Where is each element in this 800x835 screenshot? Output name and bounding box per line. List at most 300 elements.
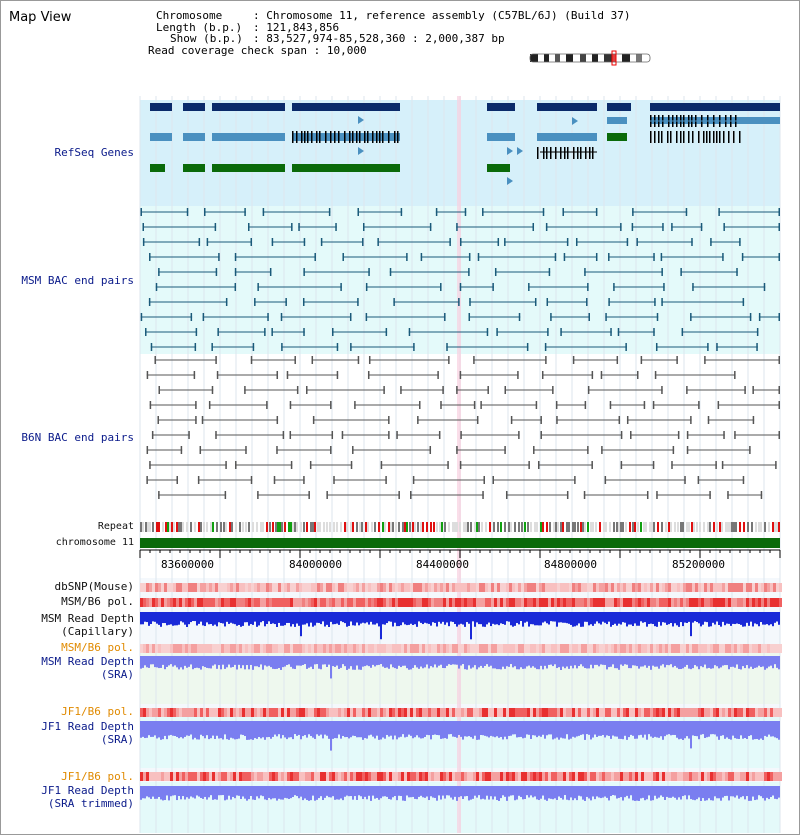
depth-bar bbox=[306, 612, 308, 623]
b6n-bac-pair-end bbox=[152, 431, 154, 439]
depth-bar bbox=[266, 721, 268, 737]
msm-bac-pair-end bbox=[469, 298, 471, 306]
heat-cell bbox=[695, 583, 698, 592]
depth-bar bbox=[224, 612, 226, 626]
heat-cell bbox=[605, 583, 608, 592]
depth-bar bbox=[372, 721, 374, 737]
depth-bar bbox=[666, 656, 668, 665]
depth-bar bbox=[646, 612, 648, 627]
heat-cell bbox=[416, 583, 419, 592]
b6n-bac-pair-end bbox=[440, 401, 442, 409]
gene-model bbox=[487, 133, 515, 141]
msm-bac-pair-end bbox=[586, 298, 588, 306]
heat-cell bbox=[485, 772, 488, 781]
depth-bar bbox=[492, 656, 494, 668]
depth-bar bbox=[374, 786, 376, 799]
heat-cell bbox=[725, 644, 728, 653]
depth-bar bbox=[540, 786, 542, 799]
heat-cell bbox=[398, 598, 401, 607]
track-label-repeat[interactable]: Repeat bbox=[97, 521, 134, 532]
heat-cell bbox=[251, 644, 254, 653]
track-label-msm-depth-cap-line2[interactable]: (Capillary) bbox=[61, 625, 134, 638]
heat-cell bbox=[650, 598, 653, 607]
track-label-msm-depth-sra-line2[interactable]: (SRA) bbox=[100, 668, 134, 681]
b6n-bac-pair-end bbox=[752, 386, 754, 394]
heat-cell bbox=[284, 598, 287, 607]
heat-cell bbox=[557, 708, 560, 717]
msm-bac-pair-end bbox=[759, 313, 761, 321]
depth-bar bbox=[274, 786, 276, 798]
heat-cell bbox=[632, 644, 635, 653]
heat-cell bbox=[452, 598, 455, 607]
heat-cell bbox=[215, 772, 218, 781]
depth-bar bbox=[262, 786, 264, 796]
depth-bar bbox=[240, 656, 242, 668]
heat-cell bbox=[449, 644, 452, 653]
heat-cell bbox=[446, 644, 449, 653]
heat-cell bbox=[443, 772, 446, 781]
heat-cell bbox=[233, 772, 236, 781]
heat-cell bbox=[362, 772, 365, 781]
track-label-dbsnp[interactable]: dbSNP(Mouse) bbox=[54, 580, 134, 593]
depth-bar bbox=[588, 656, 590, 668]
exon-tick bbox=[352, 131, 354, 143]
depth-bar bbox=[590, 721, 592, 739]
depth-bar bbox=[752, 612, 754, 626]
repeat-element bbox=[560, 522, 562, 532]
heat-cell bbox=[449, 583, 452, 592]
depth-bar bbox=[546, 786, 548, 801]
track-label-jf1-b6-pol-1[interactable]: JF1/B6 pol. bbox=[61, 705, 134, 718]
repeat-element bbox=[733, 522, 735, 532]
depth-bar bbox=[452, 721, 454, 737]
track-label-msm-depth-cap-line1[interactable]: MSM Read Depth bbox=[41, 612, 134, 625]
msm-bac-pair-end bbox=[191, 313, 193, 321]
repeat-element bbox=[441, 522, 443, 532]
depth-bar bbox=[530, 786, 532, 795]
track-label-jf1-depth-trim-line1[interactable]: JF1 Read Depth bbox=[41, 784, 134, 797]
depth-bar bbox=[232, 786, 234, 797]
heat-cell bbox=[377, 598, 380, 607]
depth-bar bbox=[620, 656, 622, 665]
heat-cell bbox=[737, 644, 740, 653]
exon-tick bbox=[537, 147, 539, 159]
heat-cell bbox=[227, 598, 230, 607]
depth-bar bbox=[360, 721, 362, 737]
depth-bar bbox=[578, 721, 580, 736]
heat-cell bbox=[194, 772, 197, 781]
depth-bar bbox=[764, 656, 766, 670]
exon-tick bbox=[364, 131, 366, 143]
heat-cell bbox=[242, 772, 245, 781]
depth-bar bbox=[552, 612, 554, 621]
heat-cell bbox=[638, 583, 641, 592]
depth-bar bbox=[298, 786, 300, 798]
depth-bar bbox=[644, 612, 646, 622]
heat-cell bbox=[701, 583, 704, 592]
depth-bar bbox=[512, 612, 514, 627]
depth-bar bbox=[718, 786, 720, 798]
heat-cell bbox=[377, 772, 380, 781]
heat-cell bbox=[230, 708, 233, 717]
heat-cell bbox=[677, 644, 680, 653]
repeat-element bbox=[414, 522, 416, 532]
depth-bar bbox=[688, 786, 690, 795]
heat-cell bbox=[176, 583, 179, 592]
depth-bar bbox=[634, 786, 636, 801]
depth-bar bbox=[264, 612, 266, 626]
depth-bar bbox=[634, 656, 636, 666]
depth-bar bbox=[320, 786, 322, 796]
heat-cell bbox=[665, 583, 668, 592]
depth-bar bbox=[240, 786, 242, 799]
heat-cell bbox=[731, 583, 734, 592]
heat-cell bbox=[590, 644, 593, 653]
msm-bac-pair-end bbox=[444, 313, 446, 321]
axis-tick-label: 84400000 bbox=[416, 558, 469, 571]
msm-bac-pair-end bbox=[739, 238, 741, 246]
b6n-bac-pair-end bbox=[194, 371, 196, 379]
track-label-b6n-bac[interactable]: B6N BAC end pairs bbox=[21, 431, 134, 444]
b6n-bac-pair-end bbox=[587, 446, 589, 454]
heat-cell bbox=[770, 708, 773, 717]
heat-cell bbox=[740, 644, 743, 653]
depth-bar bbox=[748, 656, 750, 668]
depth-bar bbox=[776, 612, 778, 621]
heat-cell bbox=[398, 772, 401, 781]
depth-bar bbox=[470, 656, 472, 669]
heat-cell bbox=[521, 772, 524, 781]
heat-cell bbox=[716, 598, 719, 607]
depth-bar bbox=[262, 721, 264, 737]
heat-cell bbox=[224, 583, 227, 592]
depth-bar bbox=[464, 656, 466, 669]
depth-bar bbox=[478, 786, 480, 795]
exon-tick bbox=[585, 147, 587, 159]
heat-cell bbox=[695, 708, 698, 717]
b6n-bac-pair-end bbox=[779, 431, 781, 439]
track-label-msm-depth-sra-line1[interactable]: MSM Read Depth bbox=[41, 655, 134, 668]
heat-cell bbox=[398, 644, 401, 653]
msm-bac-pair-end bbox=[627, 238, 629, 246]
track-label-jf1-depth-sra-line1[interactable]: JF1 Read Depth bbox=[41, 720, 134, 733]
repeat-element bbox=[319, 522, 321, 532]
repeat-element bbox=[530, 522, 532, 532]
msm-bac-pair-end bbox=[608, 253, 610, 261]
depth-bar bbox=[444, 786, 446, 799]
depth-bar bbox=[684, 612, 686, 623]
heat-cell bbox=[158, 644, 161, 653]
depth-bar bbox=[212, 612, 214, 626]
depth-bar bbox=[592, 656, 594, 668]
msm-bac-pair-end bbox=[682, 328, 684, 336]
b6n-bac-pair-end bbox=[277, 416, 279, 424]
depth-bar bbox=[442, 721, 444, 738]
depth-bar bbox=[178, 721, 180, 738]
repeat-element bbox=[198, 522, 200, 532]
heat-cell bbox=[521, 583, 524, 592]
msm-bac-pair-end bbox=[543, 208, 545, 216]
msm-bac-pair-end bbox=[596, 208, 598, 216]
heat-cell bbox=[278, 644, 281, 653]
heat-cell bbox=[323, 644, 326, 653]
heat-cell bbox=[239, 644, 242, 653]
repeat-element bbox=[699, 522, 701, 532]
depth-bar bbox=[224, 656, 226, 669]
track-label-jf1-depth-trim-line2[interactable]: (SRA trimmed) bbox=[47, 797, 134, 810]
depth-bar bbox=[372, 612, 374, 624]
depth-bar bbox=[694, 612, 696, 621]
repeat-element bbox=[300, 522, 302, 532]
depth-bar bbox=[732, 612, 734, 624]
b6n-bac-pair-end bbox=[150, 401, 152, 409]
heat-cell bbox=[494, 598, 497, 607]
heat-cell bbox=[344, 598, 347, 607]
heat-cell bbox=[455, 583, 458, 592]
depth-bar bbox=[618, 612, 620, 624]
heat-cell bbox=[656, 583, 659, 592]
depth-bar bbox=[246, 721, 248, 740]
heat-cell bbox=[596, 772, 599, 781]
depth-bar bbox=[292, 656, 294, 669]
depth-bar bbox=[144, 612, 146, 622]
heat-cell bbox=[212, 644, 215, 653]
heat-cell bbox=[161, 583, 164, 592]
depth-bar bbox=[686, 721, 688, 736]
depth-bar bbox=[700, 612, 702, 626]
depth-bar bbox=[196, 612, 198, 625]
depth-bar bbox=[404, 721, 406, 737]
heat-cell bbox=[722, 583, 725, 592]
heat-cell bbox=[275, 598, 278, 607]
heat-cell bbox=[419, 772, 422, 781]
depth-bar bbox=[414, 786, 416, 799]
heat-cell bbox=[293, 644, 296, 653]
depth-bar bbox=[268, 656, 270, 666]
depth-bar bbox=[436, 786, 438, 801]
heat-cell bbox=[617, 598, 620, 607]
depth-bar bbox=[656, 721, 658, 737]
msm-bac-pair-end bbox=[692, 283, 694, 291]
track-label-msm-b6-pol-1[interactable]: MSM/B6 pol. bbox=[61, 595, 134, 608]
depth-bar bbox=[462, 656, 464, 664]
heat-cell bbox=[677, 708, 680, 717]
gene-model bbox=[292, 164, 400, 172]
heat-cell bbox=[182, 598, 185, 607]
depth-bar bbox=[612, 612, 614, 625]
depth-bar bbox=[480, 721, 482, 735]
heat-cell bbox=[617, 583, 620, 592]
repeat-element bbox=[768, 522, 770, 532]
heat-cell bbox=[704, 644, 707, 653]
track-label-msm-bac[interactable]: MSM BAC end pairs bbox=[21, 274, 134, 287]
depth-bar bbox=[280, 656, 282, 670]
repeat-element bbox=[481, 522, 483, 532]
msm-bac-pair-end bbox=[492, 283, 494, 291]
depth-bar bbox=[778, 786, 780, 798]
b6n-bac-pair-end bbox=[195, 416, 197, 424]
heat-cell bbox=[221, 598, 224, 607]
depth-bar bbox=[584, 612, 586, 622]
heat-cell bbox=[299, 708, 302, 717]
b6n-bac-pair-end bbox=[585, 401, 587, 409]
depth-bar bbox=[148, 786, 150, 797]
depth-bar bbox=[400, 656, 402, 667]
span-value: 10,000 bbox=[326, 43, 367, 57]
depth-bar bbox=[736, 656, 738, 664]
heat-cell bbox=[749, 583, 752, 592]
depth-bar bbox=[236, 612, 238, 626]
track-label-msm-b6-pol-2[interactable]: MSM/B6 pol. bbox=[61, 641, 134, 654]
heat-cell bbox=[359, 583, 362, 592]
depth-bar bbox=[684, 721, 686, 738]
heat-cell bbox=[452, 708, 455, 717]
depth-bar bbox=[730, 786, 732, 796]
repeat-element bbox=[582, 522, 584, 532]
depth-bar bbox=[204, 721, 206, 738]
depth-bar bbox=[392, 721, 394, 739]
depth-bar bbox=[388, 612, 390, 621]
heat-cell bbox=[665, 598, 668, 607]
heat-cell bbox=[395, 583, 398, 592]
b6n-bac-pair-end bbox=[157, 416, 159, 424]
exon-tick bbox=[388, 131, 390, 143]
depth-bar bbox=[440, 656, 442, 665]
depth-bar bbox=[316, 721, 318, 734]
depth-bar bbox=[532, 721, 534, 735]
depth-bar bbox=[272, 721, 274, 737]
exon-tick bbox=[670, 131, 672, 143]
heat-cell bbox=[779, 583, 782, 592]
depth-bar bbox=[724, 721, 726, 739]
heat-cell bbox=[707, 772, 710, 781]
track-label-jf1-b6-pol-2[interactable]: JF1/B6 pol. bbox=[61, 770, 134, 783]
depth-bar bbox=[216, 656, 218, 669]
exon-tick bbox=[356, 131, 358, 143]
heat-cell bbox=[482, 598, 485, 607]
track-label-refseq[interactable]: RefSeq Genes bbox=[54, 146, 134, 159]
depth-bar bbox=[686, 786, 688, 799]
depth-bar bbox=[332, 656, 334, 666]
depth-bar bbox=[336, 656, 338, 666]
depth-bar bbox=[318, 786, 320, 798]
heat-cell bbox=[761, 583, 764, 592]
repeat-element bbox=[474, 522, 476, 532]
msm-bac-pair-end bbox=[406, 253, 408, 261]
depth-bar bbox=[180, 721, 182, 737]
exon-tick bbox=[719, 131, 721, 143]
b6n-bac-pair-end bbox=[283, 431, 285, 439]
depth-bar bbox=[254, 656, 256, 666]
heat-cell bbox=[362, 583, 365, 592]
depth-bar bbox=[578, 786, 580, 796]
heat-cell bbox=[548, 598, 551, 607]
depth-bar bbox=[522, 612, 524, 627]
heat-cell bbox=[353, 644, 356, 653]
heat-cell bbox=[680, 583, 683, 592]
heat-cell bbox=[584, 772, 587, 781]
heat-cell bbox=[554, 644, 557, 653]
heat-cell bbox=[710, 772, 713, 781]
heat-cell bbox=[248, 772, 251, 781]
depth-bar bbox=[448, 721, 450, 734]
depth-bar bbox=[668, 786, 670, 798]
depth-bar bbox=[398, 786, 400, 796]
heat-cell bbox=[215, 644, 218, 653]
depth-bar bbox=[210, 721, 212, 738]
depth-bar bbox=[740, 786, 742, 797]
depth-bar bbox=[306, 786, 308, 800]
depth-bar bbox=[498, 612, 500, 625]
heat-cell bbox=[740, 708, 743, 717]
heat-cell bbox=[671, 644, 674, 653]
depth-bar bbox=[578, 612, 580, 623]
b6n-bac-pair-end bbox=[147, 446, 149, 454]
b6n-bac-pair-end bbox=[483, 476, 485, 484]
heat-cell bbox=[296, 708, 299, 717]
depth-bar bbox=[220, 656, 222, 669]
depth-bar bbox=[348, 786, 350, 796]
depth-bar bbox=[250, 656, 252, 665]
depth-bar bbox=[308, 656, 310, 668]
ideogram-band bbox=[636, 54, 642, 62]
depth-bar bbox=[492, 786, 494, 799]
msm-bac-pair-end bbox=[244, 208, 246, 216]
heat-cell bbox=[221, 583, 224, 592]
depth-bar bbox=[190, 786, 192, 796]
heat-cell bbox=[347, 644, 350, 653]
depth-bar bbox=[286, 612, 288, 623]
heat-cell bbox=[392, 598, 395, 607]
heat-cell bbox=[461, 598, 464, 607]
heat-cell bbox=[482, 708, 485, 717]
depth-bar bbox=[322, 721, 324, 738]
depth-bar bbox=[414, 656, 416, 665]
depth-bar bbox=[184, 786, 186, 799]
msm-bac-pair-end bbox=[671, 223, 673, 231]
depth-bar bbox=[232, 656, 234, 667]
b6n-bac-pair-end bbox=[574, 476, 576, 484]
depth-bar bbox=[316, 656, 318, 664]
depth-bar bbox=[720, 612, 722, 627]
exon-tick bbox=[543, 147, 545, 159]
heat-cell bbox=[611, 772, 614, 781]
b6n-bac-pair-end bbox=[687, 431, 689, 439]
heat-cell bbox=[578, 772, 581, 781]
msm-bac-pair-end bbox=[386, 328, 388, 336]
b6n-bac-pair-end bbox=[723, 431, 725, 439]
depth-bar bbox=[460, 612, 462, 624]
depth-bar bbox=[412, 786, 414, 797]
heat-cell bbox=[641, 598, 644, 607]
depth-bar bbox=[760, 721, 762, 739]
heat-cell bbox=[155, 598, 158, 607]
heat-cell bbox=[455, 772, 458, 781]
repeat-element bbox=[281, 522, 283, 532]
depth-bar bbox=[272, 612, 274, 623]
track-label-jf1-depth-sra-line2[interactable]: (SRA) bbox=[100, 733, 134, 746]
depth-bar bbox=[422, 721, 424, 738]
heat-cell bbox=[269, 583, 272, 592]
heat-cell bbox=[554, 583, 557, 592]
heat-cell bbox=[476, 708, 479, 717]
depth-bar bbox=[368, 612, 370, 625]
heat-cell bbox=[263, 644, 266, 653]
repeat-element bbox=[743, 522, 745, 532]
repeat-element bbox=[778, 522, 780, 532]
depth-bar bbox=[746, 656, 748, 665]
repeat-element bbox=[577, 522, 579, 532]
